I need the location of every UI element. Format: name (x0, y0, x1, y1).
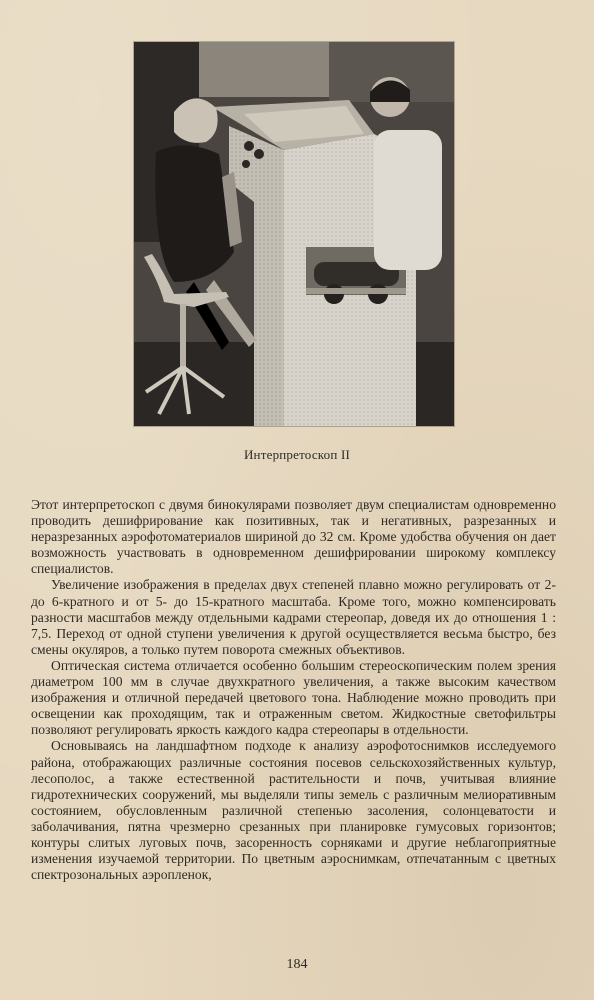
paragraph: Оптическая система отличается особенно большим стереоскопическим полем зрения диаметром 100 мм в случае двухкратного увеличения, а также высоким качеством изображения и отличной передачей цветового тона. Наблюдение можно проводить при освещении как проходящим, так и отраженным светом. Жидкостные светофильтры позволяют регулировать яркость каждого кадра стереопары в отдельности. (31, 657, 556, 738)
page-number: 184 (286, 957, 308, 972)
paragraph: Этот интерпретоскоп с двумя бинокулярами позволяет двум специалистам одновременно проводить дешифрирование как позитивных, так и негативных, разрезанных и неразрезанных аэрофотоматериалов шириной до 32 см. Кроме удобства обучения он дает возможность участвовать в одновременном дешифрировании широкому комплексу специалистов. (31, 497, 556, 577)
paragraph: Основываясь на ландшафтном подходе к анализу аэрофотоснимков исследуемого района, отображающих различные состояния посевов сельскохозяйственных культур, лесополос, а также естественной растительности и почв, учитывая влияние гидротехнических сооружений, мы выделяли типы земель с различным мелиоративным состоянием, обусловленным различной степенью засоления, солонцеватости и заболачивания, пятна чрезмерно срезанных при планировке гумусовых горизонтов; контуры слитых луговых почв, засоренность сорняками и другие неблагоприятные изменения изучаемой территории. По цветным аэроснимкам, отпечатанным с цветных спектрозональных аэропленок, (31, 738, 556, 883)
photograph-interpretoscope (134, 42, 454, 426)
figure-caption: Интерпретоскоп II (243, 447, 351, 462)
paragraph: Увеличение изображения в пределах двух степеней плавно можно регулировать от 2- до 6-кратного и от 5- до 15-кратного масштаба. Кроме того, можно компенсировать разности масштабов между отдельными кадрами стереопар, доведя их до отношения 1 : 7,5. Переход от одной ступени увеличения к другой осуществляется весьма быстро, без смены окуляров, а только путем поворота смежных объективов. (31, 577, 556, 657)
body-text (31, 497, 556, 883)
